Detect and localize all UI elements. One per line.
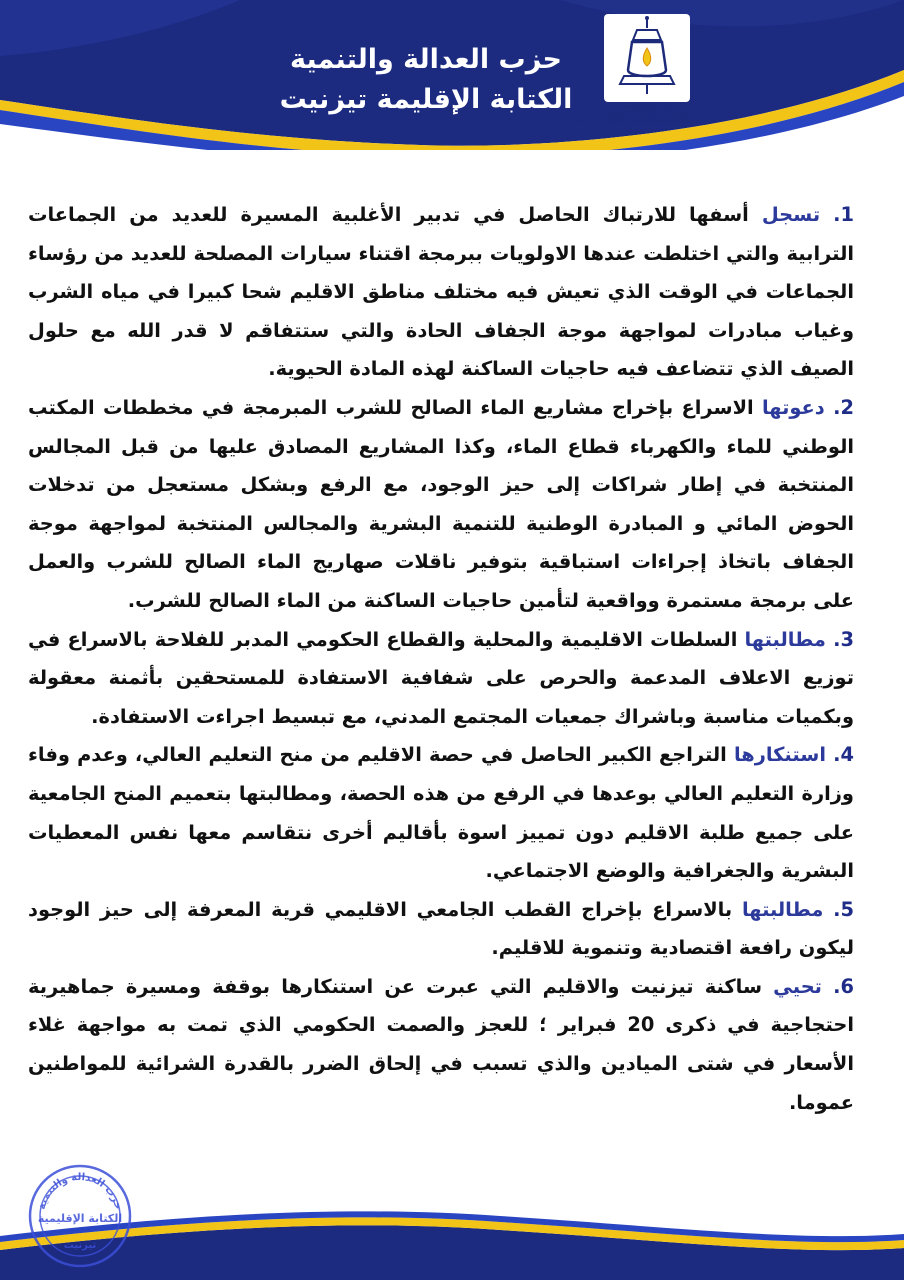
item-text: بالاسراع بإخراج القطب الجامعي الاقليمي قرية المعرفة إلى حيز الوجود ليكون رافعة اقتصادية وتنموية للاقليم. [28, 897, 854, 960]
header-title-line1: حزب العدالة والتنمية [290, 44, 562, 75]
item-text: السلطات الاقليمية والمحلية والقطاع الحكومي المدبر للفلاحة بالاسراع في توزيع الاعلاف المدعمة والحرص على شفافية الاستفادة للمستحقين بأثمنة معقولة وبكميات مناسبة وباشراك جمعيات المجتمع المدني، مع تبسيط اجراءت الاستفادة. [28, 627, 854, 728]
item-number: 6. [833, 974, 854, 998]
list-item-1 [28, 196, 854, 389]
stamp-text-city: تيزنيت [63, 1240, 97, 1251]
item-lead-word: مطالبتها [741, 897, 824, 921]
stamp-text-inner: الكتابة الإقليمية [37, 1212, 123, 1225]
statement-body [28, 196, 854, 1122]
item-number: 2. [833, 395, 854, 419]
item-number: 5. [833, 897, 854, 921]
item-lead-word: مطالبتها [744, 627, 826, 651]
party-logo [570, 14, 690, 132]
item-lead-word: دعوتها [762, 395, 825, 419]
logo-text-fr: Parti de la Justice et du Développement [570, 118, 690, 125]
item-number: 1. [833, 203, 854, 226]
logo-text-ar: حزب العدالة والتنمية [621, 102, 673, 109]
list-item-2 [28, 389, 854, 621]
logo-caption [570, 102, 690, 126]
list-item-6 [28, 968, 854, 1122]
header-title [266, 40, 586, 120]
item-lead-word: استنكارها [733, 743, 826, 767]
stamp-text-outer: حزب العدالة والتنمية [36, 1171, 124, 1211]
official-stamp [24, 1160, 136, 1272]
item-number: 3. [833, 627, 854, 651]
item-text: أسفها للارتباك الحاصل في تدبير الأغلبية المسيرة للعديد من الجماعات الترابية والتي اختلطت عندها الاولويات ببرمجة اقتناء سيارات المصلحة للعديد من رؤساء الجماعات في الوقت الذي تعيش فيه مختلف مناطق الاقليم شحا كبيرا في مياه الشرب وغياب مبادرات لمواجهة موجة الجفاف الحادة والتي ستتفاقم لا قدر الله مع حلول الصيف الذي تتضاعف فيه حاجيات الساكنة لهذه المادة الحيوية. [28, 203, 854, 381]
list-item-5 [28, 891, 854, 968]
lamp-icon [604, 14, 690, 102]
logo-text-tif: ⴰⴽⴰⴱⴰⵔ ⵏ ⵜⵉⵏⴼⵍⵉ ⴷ ⵜⵏⴼⵔⵓⵜ [601, 110, 690, 117]
item-text: ساكنة تيزنيت والاقليم التي عبرت عن استنكارها بوقفة ومسيرة جماهيرية احتجاجية في ذكرى 20 فبراير ؛ للعجز والصمت الحكومي الذي تمت به مواجهة غلاء الأسعار في شتى الميادين والذي تسبب في إلحاق الضرر بالقدرة الشرائية للمواطنين عموما. [28, 974, 854, 1114]
item-text: التراجع الكبير الحاصل في حصة الاقليم من منح التعليم العالي، وعدم وفاء وزارة التعليم العالي بوعدها في الرفع من هذه الحصة، ومطالبتها بتعميم المنح الجامعية على جميع طلبة الاقليم دون تمييز اسوة بأقاليم أخرى نتقاسم معها نفس المعطيات البشرية والجغرافية والوضع الاجتماعي. [28, 743, 854, 883]
item-lead-word: تحيي [773, 974, 822, 998]
item-number: 4. [833, 743, 854, 767]
list-item-3 [28, 621, 854, 737]
item-text: الاسراع بإخراج مشاريع الماء الصالح للشرب المبرمجة في مخططات المكتب الوطني للماء والكهرباء قطاع الماء، وكذا المشاريع المصادق عليها من قبل المجالس المنتخبة في إطار شراكات إلى حيز الوجود، مع الرفع وبشكل مستعجل من تدخلات الحوض المائي و المبادرة الوطنية للتنمية البشرية والمجالس المنتخبة لمواجهة موجة الجفاف باتخاذ إجراءات استباقية بتوفير ناقلات صهاريج الماء الصالح للشرب والعمل على برمجة مستمرة وواقعية لتأمين حاجيات الساكنة من الماء الصالح للشرب. [28, 395, 854, 612]
item-lead-word: تسجل [761, 203, 821, 226]
page-number: 2 [439, 1228, 465, 1269]
list-item-4 [28, 736, 854, 890]
header-title-line2: الكتابة الإقليمة تيزنيت [279, 84, 573, 115]
